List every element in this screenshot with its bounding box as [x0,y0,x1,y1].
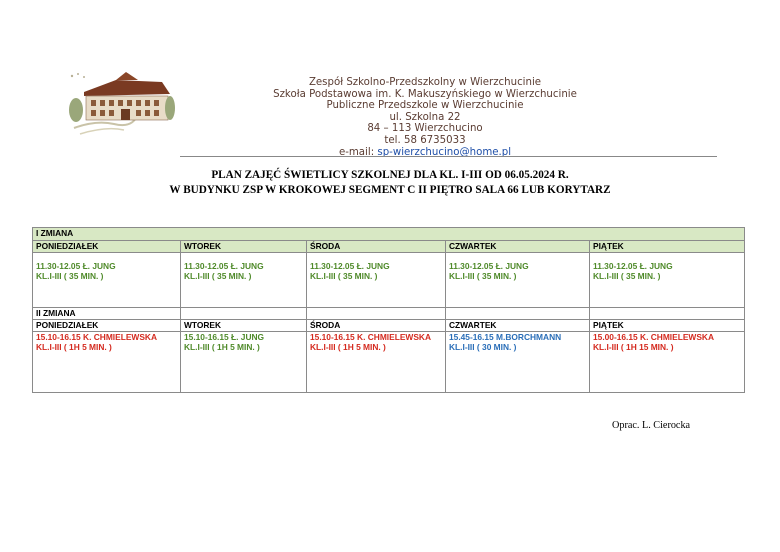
header-divider [180,156,717,157]
day-header: CZWARTEK [446,320,590,332]
shift-1-header-row [33,228,745,241]
lesson-time: 11.30-12.05 Ł. JUNG [449,261,529,271]
lesson-time: 11.30-12.05 Ł. JUNG [184,261,264,271]
shift-2-days-row [33,320,745,332]
lesson-cell [33,253,181,308]
day-header: PONIEDZIAŁEK [33,241,181,253]
lesson-cell [33,332,181,393]
lesson-cell [590,332,745,393]
lesson-group: KL.I-III ( 35 MIN. ) [184,271,252,281]
lesson-cell [446,332,590,393]
lesson-cell [446,253,590,308]
day-header: ŚRODA [307,241,446,253]
lesson-group: KL.I-III ( 35 MIN. ) [36,271,104,281]
day-header: PIĄTEK [590,320,745,332]
shift-2-header-row [33,308,745,320]
lesson-time: 11.30-12.05 Ł. JUNG [36,261,116,271]
title-line-2: W BUDYNKU ZSP W KROKOWEJ SEGMENT C II PIĘTRO SALA 66 LUB KORYTARZ [169,184,611,196]
lesson-group: KL.I-III ( 35 MIN. ) [593,271,661,281]
lesson-cell [181,332,307,393]
title-line-1: PLAN ZAJĘĆ ŚWIETLICY SZKOLNEJ DLA KL. I-III OD 06.05.2024 R. [211,169,569,181]
lesson-group: KL.I-III ( 1H 15 MIN. ) [593,342,674,352]
email-link[interactable]: sp-wierzchucino@home.pl [377,146,512,158]
lesson-group: KL.I-III ( 1H 5 MIN. ) [310,342,386,352]
lesson-group: KL.I-III ( 1H 5 MIN. ) [184,342,260,352]
lesson-cell [181,253,307,308]
lesson-time: 15.10-16.15 Ł. JUNG [184,332,265,342]
shift-1-days-row [33,241,745,253]
primary-school-name: Szkoła Podstawowa im. K. Makuszyńskiego w Wierzchucinie [273,88,577,100]
lesson-time: 15.45-16.15 M.BORCHMANN [449,332,562,342]
lesson-time: 15.10-16.15 K. CHMIELEWSKA [36,332,158,342]
lesson-cell [307,332,446,393]
preschool-name: Publiczne Przedszkole w Wierzchucinie [326,100,524,112]
email-label: e-mail: [338,146,375,158]
lesson-group: KL.I-III ( 1H 5 MIN. ) [36,342,112,352]
day-header: WTOREK [181,241,307,253]
lesson-cell [307,253,446,308]
lesson-group: KL.I-III ( 35 MIN. ) [449,271,517,281]
day-header: WTOREK [181,320,307,332]
street-address: ul. Szkolna 22 [389,111,461,123]
lesson-group: KL.I-III ( 35 MIN. ) [310,271,378,281]
shift-2-lessons-row [33,332,745,393]
lesson-cell [590,253,745,308]
schedule-table [32,227,745,393]
day-header: CZWARTEK [446,241,590,253]
prepared-by: Oprac. L. Cierocka [612,420,691,431]
school-logo [66,68,176,138]
lesson-time: 11.30-12.05 Ł. JUNG [310,261,390,271]
day-header: ŚRODA [307,320,446,332]
lesson-time: 15.10-16.15 K. CHMIELEWSKA [310,332,432,342]
shift-1-lessons-row [33,253,745,308]
school-complex-name: Zespół Szkolno-Przedszkolny w Wierzchucinie [308,77,542,88]
day-header: PONIEDZIAŁEK [33,320,181,332]
day-header: PIĄTEK [590,241,745,253]
lesson-group: KL.I-III ( 30 MIN. ) [449,342,517,352]
shift-1-label: I ZMIANA [33,228,745,241]
shift-2-label: II ZMIANA [33,308,181,320]
postal-address: 84 – 113 Wierzchucino [367,123,483,135]
phone-number: tel. 58 6735033 [384,134,466,146]
lesson-time: 11.30-12.05 Ł. JUNG [593,261,673,271]
lesson-time: 15.00-16.15 K. CHMIELEWSKA [593,332,715,342]
letterhead [225,77,625,158]
document-title [0,168,780,198]
